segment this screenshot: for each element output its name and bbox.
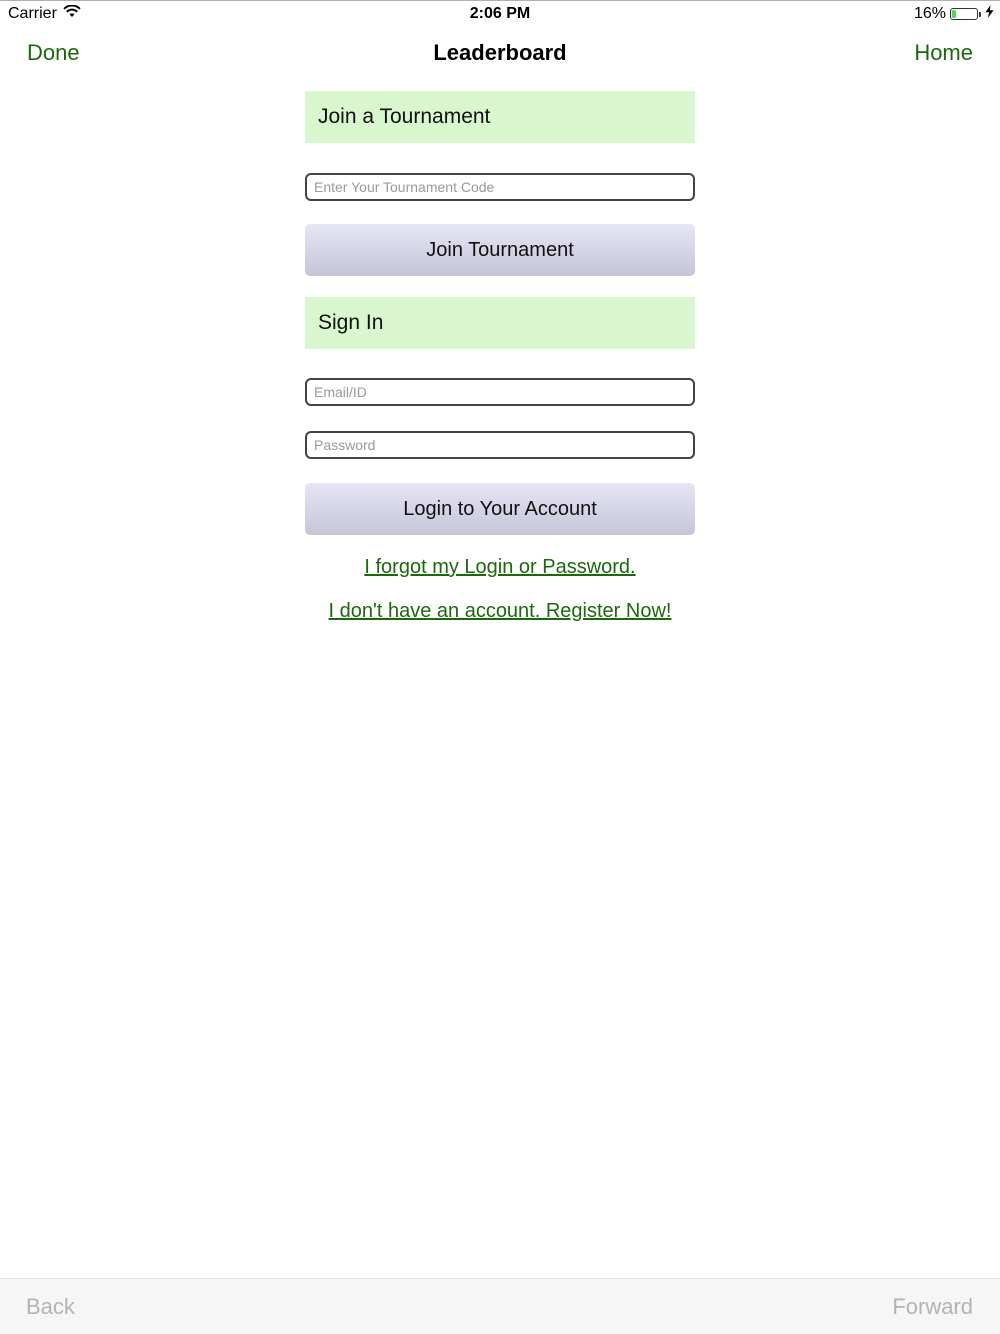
join-tournament-button[interactable]: Join Tournament (305, 224, 695, 276)
battery-percent: 16% (913, 5, 946, 22)
register-link[interactable]: I don't have an account. Register Now! (328, 600, 672, 622)
password-field[interactable] (305, 431, 695, 459)
done-button[interactable]: Done (27, 40, 80, 65)
email-field[interactable] (305, 378, 695, 406)
tournament-code-input[interactable] (305, 173, 695, 201)
battery-tip (979, 12, 981, 17)
back-button[interactable]: Back (26, 1294, 75, 1319)
join-tournament-header: Join a Tournament (305, 91, 695, 143)
battery-level-fill (952, 10, 956, 18)
clock: 2:06 PM (469, 5, 531, 22)
battery-icon (950, 8, 978, 20)
battery-indicator (914, 5, 994, 23)
status-bar (0, 0, 1000, 30)
charging-bolt-icon (985, 5, 994, 23)
main-content (305, 91, 695, 623)
forgot-password-link[interactable]: I forgot my Login or Password. (364, 556, 636, 578)
carrier-label: Carrier (8, 5, 57, 22)
navigation-bar (0, 30, 1000, 76)
login-button[interactable]: Login to Your Account (305, 483, 695, 535)
forward-button[interactable]: Forward (892, 1294, 973, 1319)
home-button[interactable]: Home (914, 40, 973, 65)
bottom-toolbar (0, 1278, 1000, 1334)
sign-in-header: Sign In (305, 297, 695, 349)
page-title: Leaderboard (433, 40, 567, 65)
